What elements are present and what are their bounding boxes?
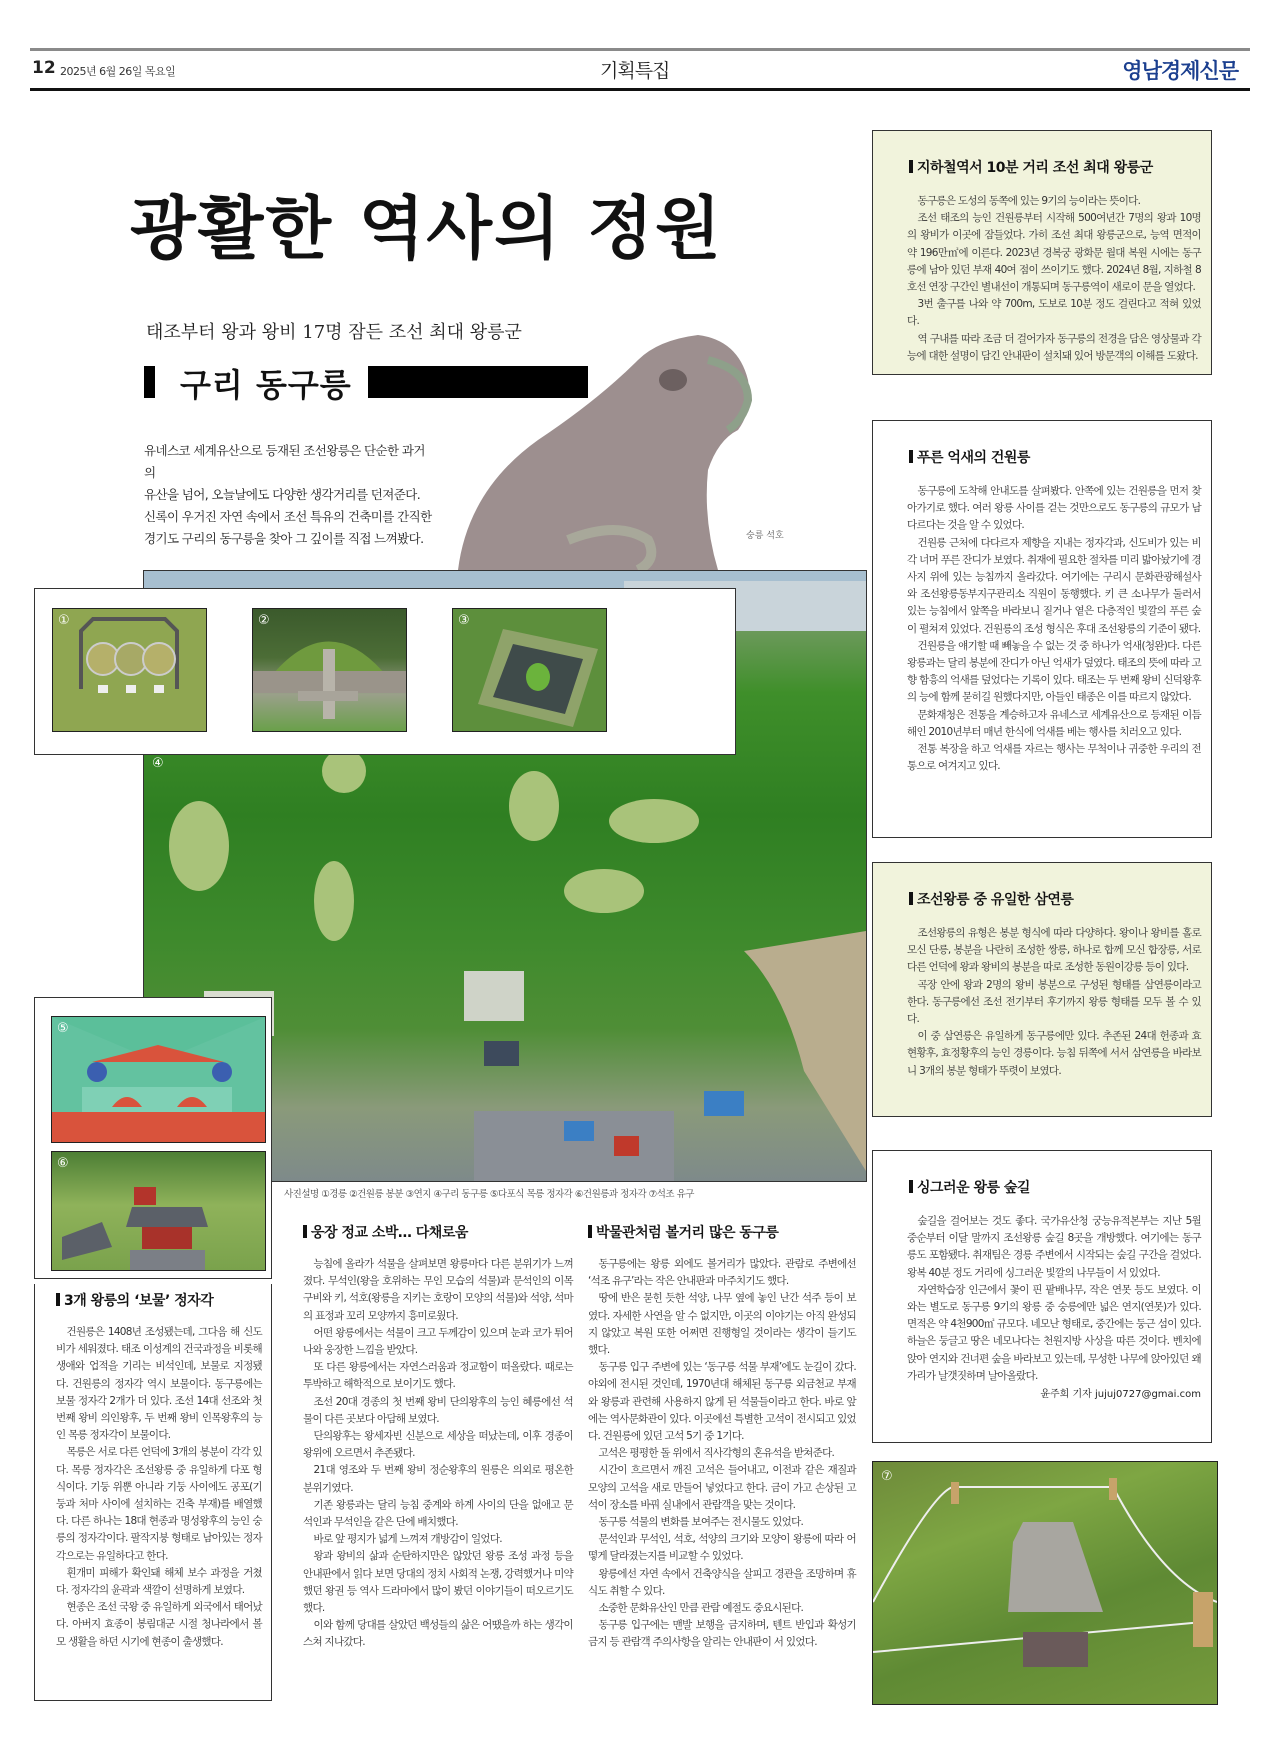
issue-date: 2025년 6월 26일 목요일: [60, 65, 176, 78]
paragraph: 조선 20대 경종의 첫 번째 왕비 단의왕후의 능인 혜릉에선 석물이 다른 곳보다 아담해 보였다.: [303, 1395, 573, 1425]
paragraph: 고석은 평평한 돌 위에서 직사각형의 혼유석을 받쳐준다.: [598, 1447, 835, 1460]
masthead-top-rule: [30, 48, 1250, 51]
paragraph: 흰개미 피해가 확인돼 해체 보수 과정을 거쳤다. 정자각의 윤곽과 색깔이 선명하게 보였다.: [56, 1566, 262, 1597]
paragraph: 건원릉 근처에 다다르자 제향을 지내는 정자각과, 신도비가 있는 비각 너머 푸른 잔디가 보였다. 취재에 필요한 절차를 미리 밟아놨기에 경사지 위에 있는 능침까지 올라갔다. 여기에는 구리시 문화관광해설사와 조선왕릉동부지구관리소 직원이 동행했다. 키 큰 소나무가 둘러서 있는 능침에서 앞쪽을 바라보니 짙거나 옅은 다층적인 빛깔의 푸른 숲이 펼쳐져 있었다. 건원릉의 조성 형식은 후대 조선왕릉의 기준이 됐다.: [907, 536, 1201, 635]
paragraph: 동구릉은 도성의 동쪽에 있는 9기의 능이라는 뜻이다.: [917, 195, 1141, 207]
heading-marker-icon: [588, 1225, 592, 1238]
paragraph: 전통 복장을 하고 억새를 자르는 행사는 무척이나 귀중한 우리의 전통으로 여겨지고 있다.: [907, 743, 1201, 773]
paragraph: 또 다른 왕릉에서는 자연스러움과 정교함이 떠올랐다. 때로는 투박하고 해학적으로 보이기도 했다.: [303, 1361, 573, 1391]
sidebar-heading: 조선왕릉 중 유일한 삼연릉: [909, 889, 1201, 909]
svg-text:⑦: ⑦: [881, 1469, 893, 1484]
photo-yeonji-pond: [452, 608, 607, 732]
column-heading: 웅장 정교 소박… 다채로움: [303, 1222, 573, 1242]
column-heading: 박물관처럼 볼거리 많은 동구릉: [588, 1222, 856, 1242]
paragraph: 어떤 왕릉에서는 석물이 크고 두께감이 있으며 눈과 코가 튀어나와 웅장한 느낌을 받았다.: [303, 1326, 573, 1357]
photo-number: ①: [58, 613, 70, 628]
stone-remains-illustration: [873, 1462, 1217, 1704]
svg-text:④: ④: [152, 756, 164, 771]
lede-line: 신록이 우거진 자연 속에서 조선 특유의 건축미를 간직한: [144, 509, 432, 524]
photo-mokneung-jeongjagak: [51, 1016, 266, 1143]
paragraph: 동구릉 입구에는 맨발 보행을 금지하며, 텐트 반입과 확성기 금지 등 관람객 주의사항을 알리는 안내판이 서 있었다.: [588, 1619, 856, 1649]
paragraph: 기존 왕릉과는 달리 능침 중계와 하계 사이의 단을 없애고 문석인과 무석인을 같은 단에 배치했다.: [303, 1498, 573, 1529]
photo-number: ⑤: [57, 1021, 69, 1036]
sidebar-box-subway: [872, 130, 1212, 375]
shrine-illustration: [52, 1152, 265, 1270]
masthead-bottom-rule: [30, 88, 1250, 91]
sidebar-heading: 지하철역서 10분 거리 조선 최대 왕릉군: [909, 157, 1201, 177]
paragraph: 3번 출구를 나와 약 700m, 도보로 10분 정도 걸린다고 적혀 있었다.: [907, 298, 1201, 328]
paragraph: 시간이 흐르면서 깨진 고석은 들어내고, 이전과 같은 재질과 모양의 고석을 새로 만들어 넣었다고 한다. 금이 가고 손상된 고석이 장소를 바꿔 실내에서 관람객을 맞는 것이다.: [588, 1464, 856, 1511]
photo-box-left: [34, 997, 272, 1279]
paragraph: 동구릉 석물의 변화를 보여주는 전시물도 있었다.: [598, 1516, 804, 1529]
heading-marker-icon: [909, 450, 913, 463]
three-mounds-illustration: [53, 609, 206, 731]
paragraph: 왕과 왕비의 삶과 순탄하지만은 않았던 왕릉 조성 과정 등을 안내판에서 읽다 보면 당대의 정치 사회적 논쟁, 강력했거나 미약했던 왕권 등 역사 드라마에서 많이 봤던 이야기들이 떠오르기도 했다.: [303, 1550, 573, 1615]
sidebar-box-samyeonneung: [872, 862, 1212, 1117]
heading-marker-icon: [909, 892, 913, 905]
photo-number: ②: [258, 613, 270, 628]
paragraph: 소중한 문화유산인 만큼 관람 예절도 중요시된다.: [598, 1602, 804, 1615]
paragraph: 문석인과 무석인, 석호, 석양의 크기와 모양이 왕릉에 따라 어떻게 달라졌는지를 비교할 수 있었다.: [588, 1533, 856, 1563]
mound-illustration: [253, 609, 406, 731]
paragraph: 동구릉에 도착해 안내도를 살펴봤다. 안쪽에 있는 건원릉을 먼저 찾아가기로 했다. 여러 왕릉 사이를 걷는 것만으로도 동구릉의 규모가 남다르다는 것을 알 수 있었다.: [907, 485, 1201, 532]
paragraph: 동구릉 입구 주변에 있는 ‘동구릉 석물 부재’에도 눈길이 갔다. 야외에 전시된 것인데, 1970년대 해체된 동구릉 외금천교 부재와 왕릉과 관련해 사용하지 않게 된 석물들이라고 한다. 바로 앞에는 역사문화관이 있다. 이곳에선 특별한 고석이 전시되고 있었다. 건원릉에 있던 고석 5기 중 1기다.: [588, 1361, 856, 1443]
kicker-marker: [144, 366, 155, 398]
photo-number: ⑥: [57, 1156, 69, 1171]
paragraph: 자연학습장 인근에서 꽃이 핀 팥배나무, 작은 연못 등도 보였다. 이와는 별도로 동구릉 9기의 왕릉 중 숭릉에만 넓은 연지(연못)가 있다. 면적은 약 4천900㎡ 규모다. 네모난 형태로, 중간에는 둥근 섬이 있다. 하늘은 둥글고 땅은 네모나다는 천원지방 사상을 따른 것이다. 벤치에 앉아 연지와 건너편 숲을 바라보고 있는데, 무성한 나무에 앉아있던 왜가리가 날갯짓하며 날아올랐다.: [907, 1283, 1201, 1382]
lede-line: 경기도 구리의 동구릉을 찾아 그 깊이를 직접 느껴봤다.: [144, 531, 424, 546]
byline: 윤주희 기자 jujuj0727@gmai.com: [1040, 1389, 1201, 1401]
paragraph: 현종은 조선 국왕 중 유일하게 외국에서 태어났다. 아버지 효종이 봉림대군 시절 청나라에서 볼모 생활을 하던 시기에 현종이 출생했다.: [56, 1601, 262, 1648]
heading-marker-icon: [56, 1293, 60, 1306]
paragraph: 능침에 올라가 석물을 살펴보면 왕릉마다 다른 분위기가 느껴졌다. 무석인(왕을 호위하는 무인 모습의 석물)과 문석인의 이목구비와 키, 석호(왕릉을 지키는 호랑이 모양의 석물)와 석양, 석마의 표정과 꼬리 모양까지 흥미로웠다.: [303, 1258, 573, 1322]
lede-paragraph: [144, 440, 434, 550]
paragraph: 조선 태조의 능인 건원릉부터 시작해 500여년간 7명의 왕과 10명의 왕비가 이곳에 잠들었다. 가히 조선 최대 왕릉군으로, 능역 면적이 약 196만㎡에 이른다. 2023년 경복궁 광화문 월대 복원 시에는 동구릉에 남아 있던 부재 40여 점이 쓰이기도 했다. 2024년 8월, 지하철 8호선 연장 구간인 별내선이 개통되며 동구릉역이 새로이 문을 열었다.: [907, 212, 1202, 294]
column-jeongjagak: [56, 1290, 262, 1651]
paragraph: 21대 영조와 두 번째 왕비 정순왕후의 원릉은 의외로 평온한 분위기였다.: [303, 1464, 573, 1494]
pond-illustration: [453, 609, 606, 731]
paragraph: 이 중 삼연릉은 유일하게 동구릉에만 있다. 추존된 24대 헌종과 효현황후, 효정황후의 능인 경릉이다. 능침 뒤쪽에 서서 삼연릉을 바라보니 3개의 봉분 형태가 뚜렷이 보였다.: [907, 1030, 1201, 1077]
section-title: 기획특집: [600, 60, 670, 82]
paragraph: 건원릉을 얘기할 때 빼놓을 수 없는 것 중 하나가 억새(청완)다. 다른 왕릉과는 달리 봉분에 잔디가 아닌 억새가 덮였다. 태조의 뜻에 따라 고향 함흥의 억새를 덮었다는 기록이 있다. 태조는 두 번째 왕비 신덕왕후의 능에 함께 묻히길 원했다지만, 아들인 태종은 이를 따르지 않았다.: [907, 639, 1201, 704]
sidebar-heading: 싱그러운 왕릉 숲길: [909, 1177, 1201, 1197]
paragraph: 조선왕릉의 유형은 봉분 형식에 따라 다양하다. 왕이나 왕비를 홀로 모신 단릉, 봉분을 나란히 조성한 쌍릉, 하나로 합께 모신 합장릉, 서로 다른 언덕에 왕과 왕비의 봉분을 따로 조성한 동원이강릉 등이 있다.: [907, 927, 1201, 974]
column-museum: [588, 1222, 856, 1652]
photo-geonwonneung-mound: [252, 608, 407, 732]
sidebar-box-geonwonneung: [872, 420, 1212, 838]
column-heading: 3개 왕릉의 ‘보물’ 정자각: [56, 1290, 262, 1310]
subheadline: 태조부터 왕과 왕비 17명 잠든 조선 최대 왕릉군: [146, 322, 522, 343]
photo-box-top: [34, 588, 736, 755]
paragraph: 곡장 안에 왕과 2명의 왕비 봉분으로 구성된 형태를 삼연릉이라고 한다. 동구릉에선 조선 전기부터 후기까지 왕릉 형태를 모두 볼 수 있다.: [907, 978, 1201, 1026]
paragraph: 왕릉에선 자연 속에서 건축양식을 살피고 경관을 조망하며 휴식도 취할 수 있다.: [588, 1567, 856, 1597]
photo-gyeongneung: [52, 608, 207, 732]
photo-geonwonneung-jeongjagak: [51, 1151, 266, 1271]
photo-caption: 사진설명 ①경릉 ②건원릉 봉분 ③연지 ④구리 동구릉 ⑤다포식 목릉 정자각 ⑥건원릉과 정자각 ⑦석조 유구: [284, 1189, 694, 1200]
kicker-title: 구리 동구릉: [180, 366, 352, 404]
photo-stone-remains: [872, 1461, 1218, 1705]
heading-marker-icon: [909, 160, 913, 173]
page-number: 12: [32, 58, 56, 78]
paragraph: 건원릉은 1408년 조성됐는데, 그다음 해 신도비가 세워졌다. 태조 이성계의 건국과정을 비롯해 생애와 업적을 기리는 비석인데, 보물로 지정됐다. 건원릉의 정자각 역시 보물이다. 동구릉에는 보물 정자각 2개가 더 있다. 조선 14대 선조와 첫 번째 왕비 의인왕후, 두 번째 왕비 인목왕후의 능인 목릉 정자각이 보물이다.: [56, 1326, 262, 1442]
paragraph: 땅에 반은 묻힌 듯한 석양, 나무 옆에 놓인 난간 석주 등이 보였다. 자세한 사연을 알 수 없지만, 이곳의 이야기는 아직 완성되지 않았고 복원 또한 어쩌면 진행형일 것이라는 생각이 들기도 했다.: [588, 1292, 856, 1357]
paragraph: 목릉은 서로 다른 언덕에 3개의 봉분이 각각 있다. 목릉 정자각은 조선왕릉 중 유일하게 다포 형식이다. 기둥 위뿐 아니라 기둥 사이에도 공포(기둥과 처마 사이에 설치하는 건축 부재)를 배열했다. 다른 하나는 18대 현종과 명성왕후의 능인 숭릉의 정자각이다. 팔작지붕 형태로 남아있는 정자각으로는 유일하다고 한다.: [56, 1446, 262, 1562]
stone-tiger-illustration: [448, 320, 788, 570]
stone-tiger-statue-photo: [448, 320, 788, 570]
paragraph: 숲길을 걸어보는 것도 좋다. 국가유산청 궁능유적본부는 지난 5월 중순부터 이달 말까지 조선왕릉 숲길 8곳을 개방했다. 여기에는 동구릉도 포함됐다. 취재팀은 경릉 주변에서 시작되는 숲길 구간을 걸었다. 왕복 40분 정도 거리에 싱그러운 빛깔의 나무들이 서 있었다.: [907, 1215, 1201, 1279]
paragraph: 문화재청은 전통을 계승하고자 유네스코 세계유산으로 등재된 이듬해인 2010년부터 매년 한식에 억새를 베는 행사를 치러오고 있다.: [907, 708, 1201, 738]
statue-caption: 숭릉 석호: [746, 531, 784, 541]
headline: 광활한 역사의 정원: [130, 189, 723, 269]
sidebar-heading: 푸른 억새의 건원릉: [909, 447, 1201, 467]
photo-number: ③: [458, 613, 470, 628]
paragraph: 바로 앞 평지가 넓게 느껴져 개방감이 일었다.: [313, 1533, 502, 1546]
heading-marker-icon: [909, 1180, 913, 1193]
painted-eaves-illustration: [52, 1017, 265, 1142]
newspaper-logo: 영남경제신문: [1122, 59, 1238, 83]
paragraph: 동구릉에는 왕릉 외에도 볼거리가 많았다. 관람로 주변에선 ‘석조 유구’라는 작은 안내판과 마주치기도 했다.: [588, 1258, 856, 1288]
paragraph: 이와 함께 당대를 살았던 백성들의 삶은 어땠을까 하는 생각이 스쳐 지나갔다.: [303, 1619, 573, 1649]
paragraph: 역 구내를 따라 조금 더 걸어가자 동구릉의 전경을 담은 영상물과 각 능에 대한 설명이 담긴 안내판이 설치돼 있어 방문객의 이해를 도왔다.: [907, 332, 1201, 362]
lede-line: 유네스코 세계유산으로 등재된 조선왕릉은 단순한 과거의: [144, 443, 425, 480]
sidebar-box-forest-path: [872, 1150, 1212, 1443]
heading-marker-icon: [303, 1225, 307, 1238]
column-stone-figures: [303, 1222, 573, 1652]
paragraph: 단의왕후는 왕세자빈 신분으로 세상을 떠났는데, 이후 경종이 왕위에 오르면서 추존됐다.: [303, 1430, 573, 1460]
lede-line: 유산을 넘어, 오늘날에도 다양한 생각거리를 던져준다.: [144, 487, 421, 502]
